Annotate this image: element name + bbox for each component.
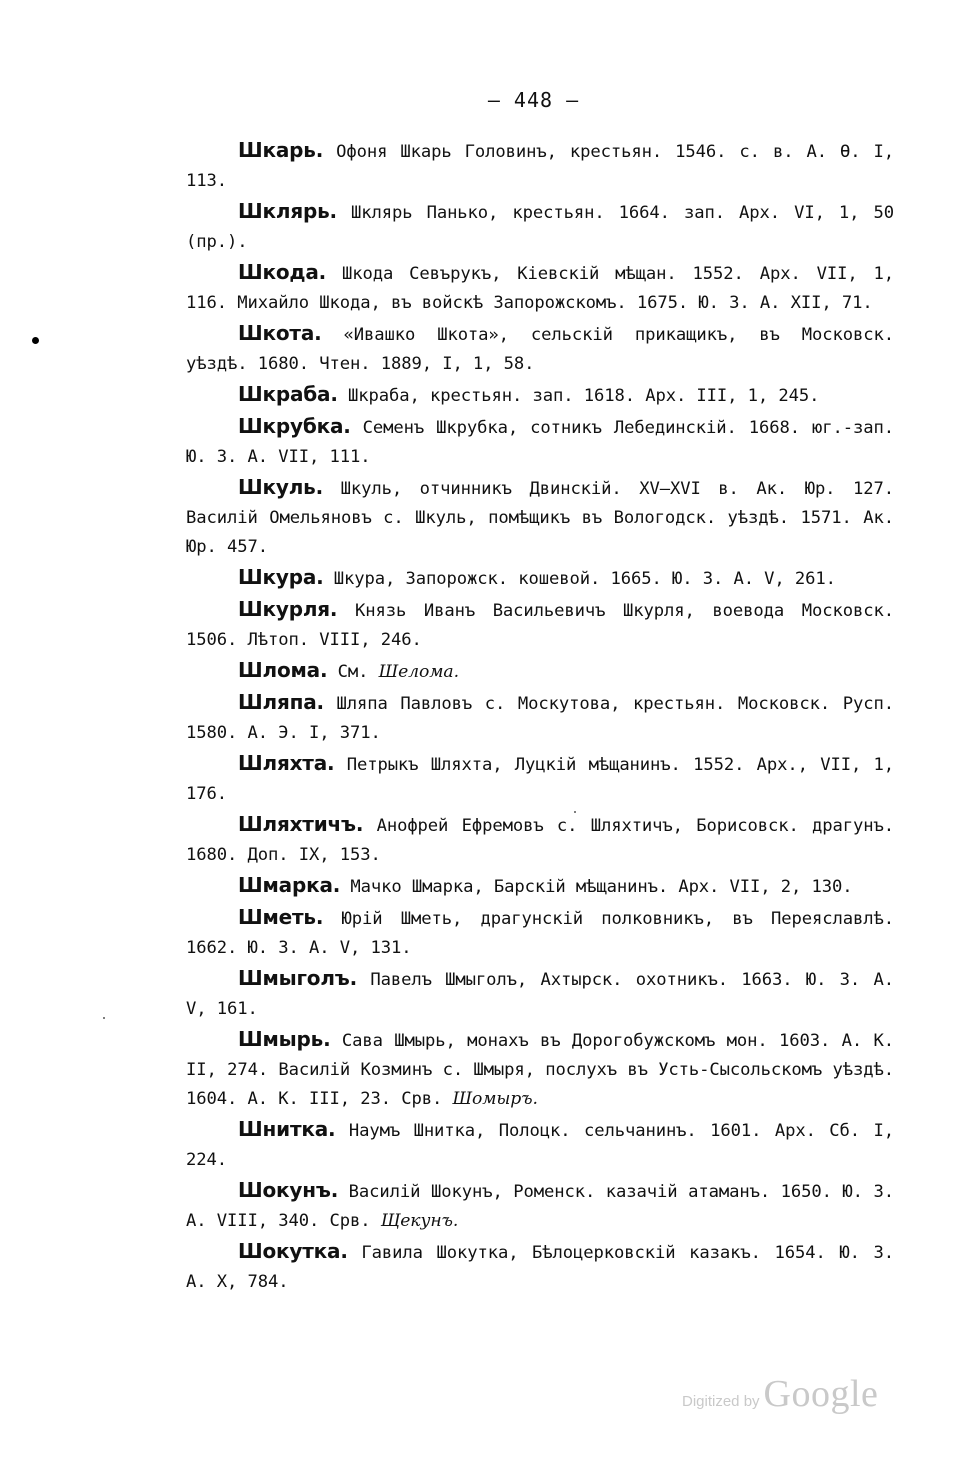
entry-text: Павелъ Шмыголъ, Ахтырск. охотникъ. 1663. Ю. З. А. V, 161.: [186, 970, 894, 1019]
entry-text: Гавила Шокутка, Бѣлоцерковскій казакъ. 1654. Ю. З. А. X, 784.: [186, 1243, 894, 1292]
entry-headword: Шнитка.: [238, 1117, 336, 1141]
entry-text: Василій Шокунъ, Роменск. казачій атаманъ. 1650. Ю. З. А. VIII, 340. Срв.: [186, 1182, 894, 1231]
page-number: — 448 —: [487, 88, 580, 112]
dictionary-entries: [186, 136, 894, 1298]
entry-text: «Ивашко Шкота», сельскій прикащикъ, въ Московск. уѣздѣ. 1680. Чтен. 1889, I, 1, 58.: [186, 325, 894, 374]
entry-text: Анофрей Ефремовъ с. Шляхтичъ, Борисовск. драгунъ. 1680. Доп. IX, 153.: [186, 816, 894, 865]
entry: [186, 749, 894, 809]
entry: [186, 136, 894, 196]
entry: [186, 964, 894, 1024]
entry: [186, 871, 894, 902]
entry-headword: Шметь.: [238, 905, 324, 929]
entry: [186, 563, 894, 594]
entry-headword: Шклярь.: [238, 199, 337, 223]
entry-headword: Шлома.: [238, 658, 328, 682]
entry-headword: Шкарь.: [238, 138, 324, 162]
entry: [186, 688, 894, 748]
entry: [186, 595, 894, 655]
ink-speck: [103, 1017, 105, 1019]
entry-text: Шкраба, крестьян. зап. 1618. Арх. III, 1, 245.: [337, 386, 820, 406]
entry: [186, 412, 894, 472]
entry-headword: Шмырь.: [238, 1027, 331, 1051]
entry-text: Офоня Шкарь Головинъ, крестьян. 1546. с. в. А. Ѳ. I, 113.: [186, 142, 894, 191]
entry-headword: Шкуль.: [238, 475, 324, 499]
entry-headword: Шмарка.: [238, 873, 341, 897]
entry-text: Шкода Севърукъ, Кіевскій мѣщан. 1552. Арх. VII, 1, 116. Михайло Шкода, въ войскѣ Запорожскомъ. 1675. Ю. З. А. XII, 71.: [186, 264, 894, 313]
entry-headword: Шокунъ.: [238, 1178, 339, 1202]
entry-text: См.: [327, 662, 379, 682]
entry-headword: Шкура.: [238, 565, 324, 589]
entry: [186, 1176, 894, 1236]
watermark-prefix: Digitized by: [682, 1393, 760, 1410]
entry: [186, 319, 894, 379]
entry-text: Князь Иванъ Васильевичъ Шкурля, воевода Московск. 1506. Лѣтоп. VIII, 246.: [186, 601, 894, 650]
entry: [186, 258, 894, 318]
entry-headword: Шокутка.: [238, 1239, 348, 1263]
entry: [186, 656, 894, 687]
entry-headword: Шляхта.: [238, 751, 335, 775]
entry: [186, 810, 894, 870]
entry-text: Шкура, Запорожск. кошевой. 1665. Ю. З. А. V, 261.: [323, 569, 836, 589]
entry-text: Шкуль, отчинникъ Двинскій. XV—XVI в. Ак. Юр. 127. Василій Омельяновъ с. Шкуль, помѣщикъ въ Вологодск. уѣздѣ. 1571. Ак. Юр. 457.: [186, 479, 894, 557]
entry: [186, 1115, 894, 1175]
entry-headword: Шкурля.: [238, 597, 338, 621]
entry-text: Юрій Шметь, драгунскій полковникъ, въ Переяславлѣ. 1662. Ю. З. А. V, 131.: [186, 909, 894, 958]
entry: [186, 197, 894, 257]
entry-headword: Шкота.: [238, 321, 322, 345]
entry-text: Шклярь Панько, крестьян. 1664. зап. Арх. VI, 1, 50 (пр.).: [186, 203, 894, 252]
entry-cross-reference: Шомыръ.: [452, 1089, 538, 1109]
entry-headword: Шкраба.: [238, 382, 338, 406]
entry-headword: Шляхтичъ.: [238, 812, 364, 836]
entry-text: Наумъ Шнитка, Полоцк. сельчанинъ. 1601. Арх. Сб. I, 224.: [186, 1121, 894, 1170]
entry-cross-reference: Шелома.: [378, 662, 459, 682]
entry-text: Сава Шмырь, монахъ въ Дорогобужскомъ мон. 1603. А. К. II, 274. Василій Козминъ с. Шмыря, послухъ въ Усть-Сысольскомъ уѣздѣ. 1604. А. К. III, 23. Срв.: [186, 1031, 894, 1109]
entry-headword: Шляпа.: [238, 690, 324, 714]
entry-text: Мачко Шмарка, Барскій мѣщанинъ. Арх. VII, 2, 130.: [340, 877, 853, 897]
entry-text: Семенъ Шкрубка, сотникъ Лебединскій. 1668. юг.-зап. Ю. З. А. VII, 111.: [186, 418, 894, 467]
digitized-watermark: [682, 1372, 878, 1416]
entry: [186, 473, 894, 562]
google-logo: Google: [763, 1373, 879, 1415]
entry-text: Шляпа Павловъ с. Москутова, крестьян. Московск. Русп. 1580. А. Э. I, 371.: [186, 694, 894, 743]
entry-headword: Шкода.: [238, 260, 327, 284]
entry: [186, 903, 894, 963]
entry-cross-reference: Щекунъ.: [380, 1211, 459, 1231]
entry: [186, 1025, 894, 1114]
entry-text: Петрыкъ Шляхта, Луцкій мѣщанинъ. 1552. Арх., VII, 1, 176.: [186, 755, 894, 804]
entry-headword: Шмыголъ.: [238, 966, 358, 990]
entry: [186, 1237, 894, 1297]
entry-headword: Шкрубка.: [238, 414, 351, 438]
entry: [186, 380, 894, 411]
ink-dot: [32, 337, 39, 344]
